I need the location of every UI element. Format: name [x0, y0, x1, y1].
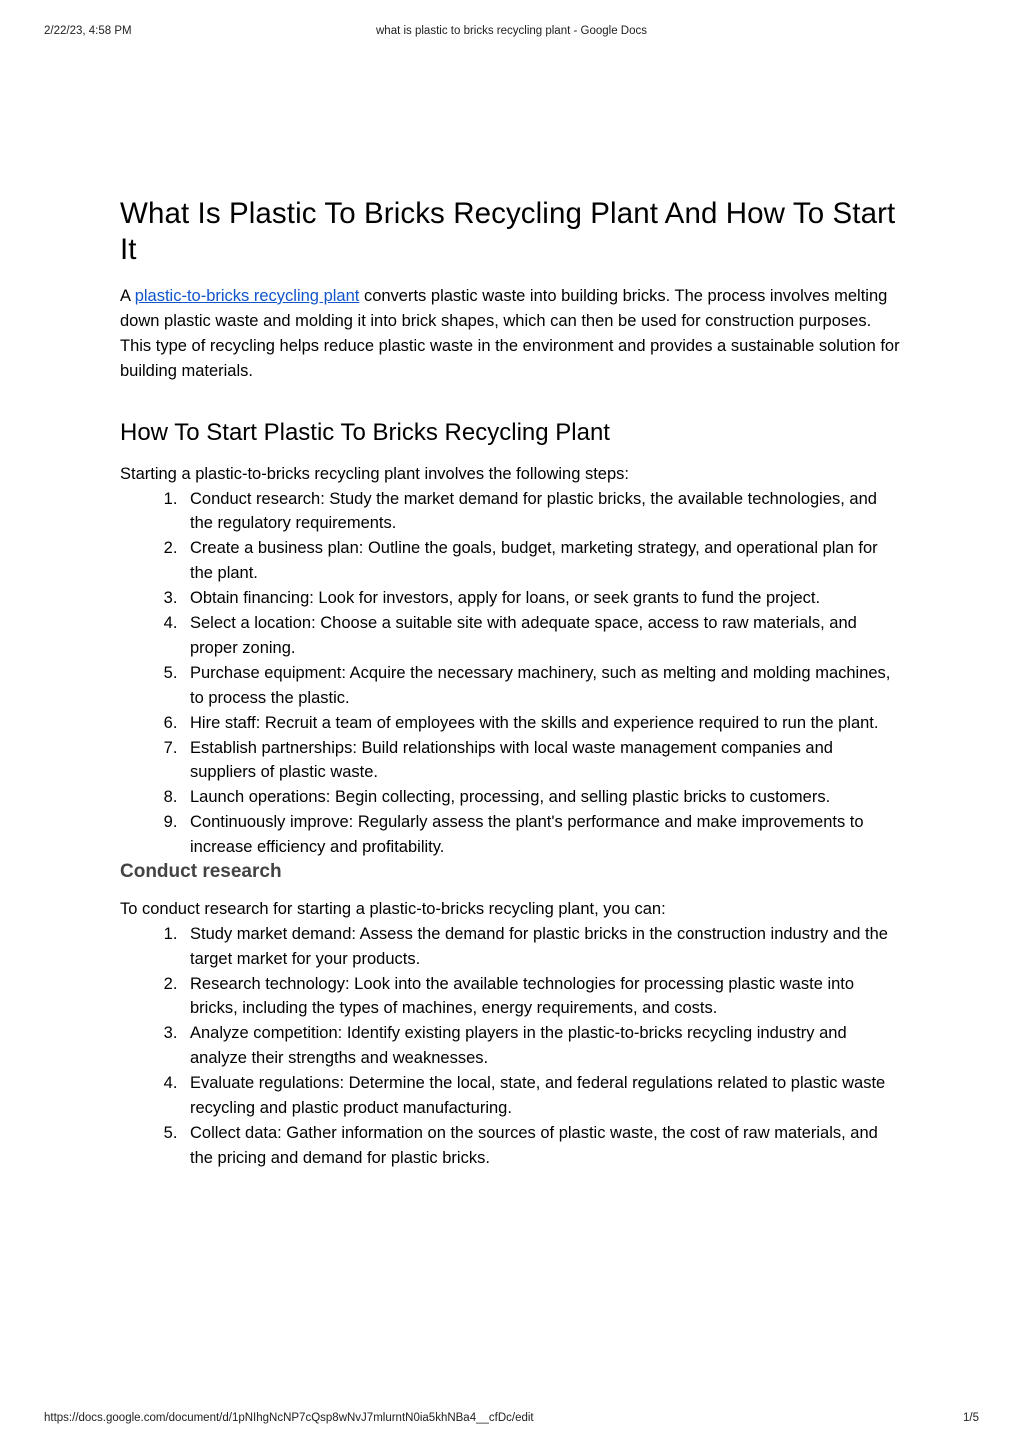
list-item: 4. Evaluate regulations: Determine the local, state, and federal regulations related to plastic waste recycling and plastic product manufacturing. [182, 1071, 902, 1121]
conduct-research-steps-list [120, 922, 902, 1171]
section-heading-how-to-start: How To Start Plastic To Bricks Recycling Plant [120, 418, 610, 446]
section-lead-in-how-to-start: Starting a plastic-to-bricks recycling plant involves the following steps: [120, 464, 629, 483]
list-item: 1. Study market demand: Assess the demand for plastic bricks in the construction industry and the target market for your products. [182, 922, 902, 972]
print-document-title: what is plastic to bricks recycling plant - Google Docs [376, 25, 647, 37]
list-item: 5. Collect data: Gather information on the sources of plastic waste, the cost of raw materials, and the pricing and demand for plastic bricks. [182, 1121, 902, 1171]
page-title: What Is Plastic To Bricks Recycling Plant And How To Start It [120, 197, 896, 266]
print-footer [0, 1409, 1023, 1427]
list-item: 9. Continuously improve: Regularly assess the plant's performance and make improvements to increase efficiency and profitability. [182, 810, 902, 860]
list-item: 2. Research technology: Look into the available technologies for processing plastic waste into bricks, including the types of machines, energy requirements, and costs. [182, 972, 902, 1022]
intro-lead-text: A [120, 286, 135, 305]
list-item: 1. Conduct research: Study the market demand for plastic bricks, the available technologies, and the regulatory requirements. [182, 487, 902, 537]
list-item: 4. Select a location: Choose a suitable site with adequate space, access to raw materials, and proper zoning. [182, 611, 902, 661]
page-number: 1/5 [963, 1412, 979, 1424]
list-item: 5. Purchase equipment: Acquire the necessary machinery, such as melting and molding machines, to process the plastic. [182, 661, 902, 711]
how-to-start-steps-list [120, 487, 902, 861]
intro-paragraph [120, 284, 902, 384]
section-lead-in-conduct-research: To conduct research for starting a plastic-to-bricks recycling plant, you can: [120, 899, 666, 918]
plastic-to-bricks-recycling-plant-link[interactable]: plastic-to-bricks recycling plant [134, 286, 360, 305]
list-item: 3. Analyze competition: Identify existing players in the plastic-to-bricks recycling industry and analyze their strengths and weaknesses. [182, 1021, 902, 1071]
list-item: 7. Establish partnerships: Build relationships with local waste management companies and suppliers of plastic waste. [182, 736, 902, 786]
list-item: 3. Obtain financing: Look for investors, apply for loans, or seek grants to fund the project. [182, 586, 902, 611]
list-item: 6. Hire staff: Recruit a team of employees with the skills and experience required to run the plant. [182, 711, 902, 736]
section-heading-conduct-research: Conduct research [120, 861, 282, 883]
print-header [0, 22, 1023, 40]
document-body [120, 196, 902, 1171]
intro-rest-text: converts plastic waste into building bricks. The process involves melting down plastic waste and molding it into brick shapes, which can then be used for construction purposes. This type of recycling helps reduce plastic waste in the environment and provides a sustainable solution for building materials. [120, 286, 900, 380]
print-timestamp: 2/22/23, 4:58 PM [44, 25, 132, 37]
document-url: https://docs.google.com/document/d/1pNIhgNcNP7cQsp8wNvJ7mlurntN0ia5khNBa4__cfDc/edit [44, 1412, 534, 1424]
list-item: 2. Create a business plan: Outline the goals, budget, marketing strategy, and operational plan for the plant. [182, 536, 902, 586]
list-item: 8. Launch operations: Begin collecting, processing, and selling plastic bricks to customers. [182, 785, 902, 810]
